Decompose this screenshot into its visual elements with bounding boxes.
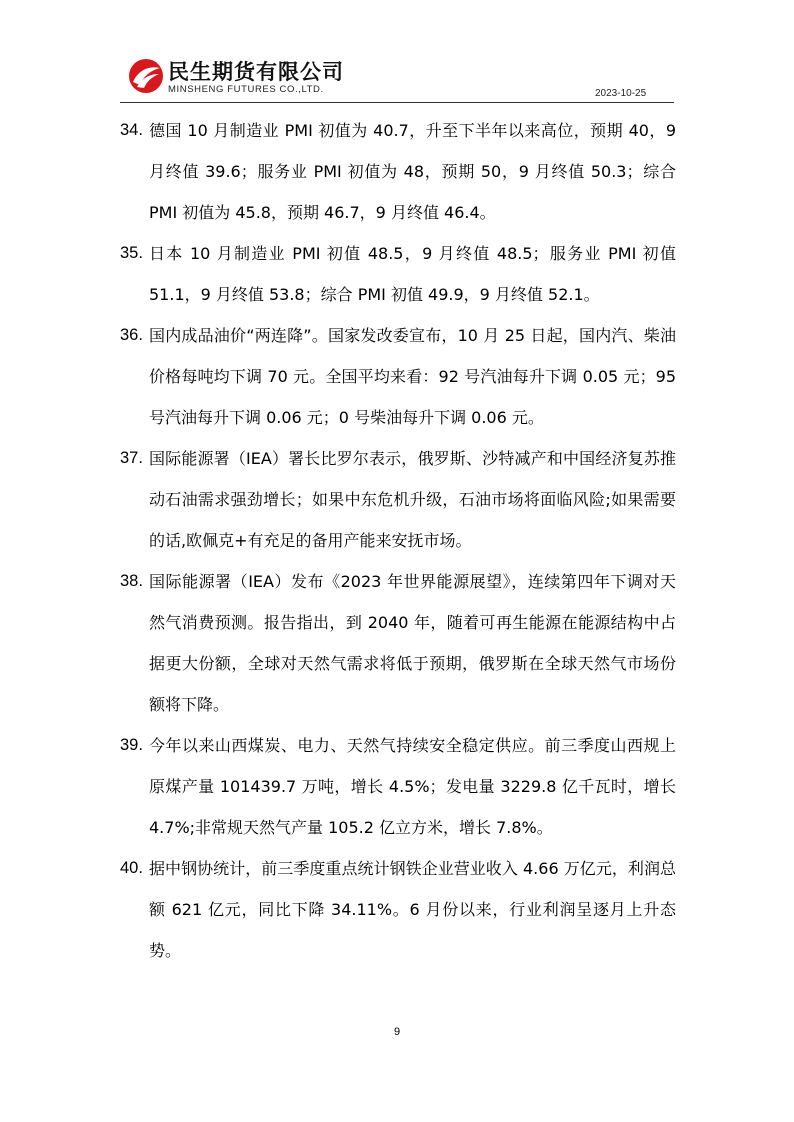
page-header xyxy=(0,0,794,104)
news-item-text: 国内成品油价“两连降”。国家发改委宣布，10 月 25 日起，国内汽、柴油价格每吨均下调 70 元。全国平均来看：92 号汽油每升下调 0.05 元；95 号汽油每升下调 0.06 元；0 号柴油每升下调 0.06 元。 xyxy=(149,326,676,427)
news-item-text: 德国 10 月制造业 PMI 初值为 40.7，升至下半年以来高位，预期 40，9 月终值 39.6；服务业 PMI 初值为 48，预期 50，9 月终值 50.3；综合 PMI 初值为 45.8，预期 46.7，9 月终值 46.4。 xyxy=(149,121,676,222)
news-item-40 xyxy=(120,848,676,971)
news-item-number: 38. xyxy=(120,572,143,590)
company-name-en: MINSHENG FUTURES CO.,LTD. xyxy=(168,84,324,95)
news-item-38 xyxy=(120,561,676,725)
news-item-text: 今年以来山西煤炭、电力、天然气持续安全稳定供应。前三季度山西规上原煤产量 101439.7 万吨，增长 4.5%；发电量 3229.8 亿千瓦时，增长 4.7%;非常规天然气产量 105.2 亿立方米，增长 7.8%。 xyxy=(149,736,676,837)
company-name-cn: 民生期货有限公司 xyxy=(168,60,344,84)
news-item-36 xyxy=(120,315,676,438)
page-number: 9 xyxy=(393,1026,401,1038)
news-item-number: 34. xyxy=(120,121,143,139)
news-item-number: 39. xyxy=(120,736,143,754)
news-item-number: 35. xyxy=(120,244,143,262)
news-item-text: 日本 10 月制造业 PMI 初值 48.5，9 月终值 48.5；服务业 PMI 初值 51.1，9 月终值 53.8；综合 PMI 初值 49.9，9 月终值 52.1。 xyxy=(149,244,676,304)
news-item-number: 36. xyxy=(120,326,143,344)
news-item-39 xyxy=(120,725,676,848)
news-list xyxy=(120,110,676,971)
news-item-number: 40. xyxy=(120,859,143,877)
report-date: 2023-10-25 xyxy=(595,88,647,99)
news-item-35 xyxy=(120,233,676,315)
news-item-text: 据中钢协统计，前三季度重点统计钢铁企业营业收入 4.66 万亿元，利润总额 621 亿元，同比下降 34.11%。6 月份以来，行业利润呈逐月上升态势。 xyxy=(149,859,676,960)
news-item-number: 37. xyxy=(120,449,143,467)
company-logo-icon xyxy=(128,58,164,94)
news-item-text: 国际能源署（IEA）发布《2023 年世界能源展望》，连续第四年下调对天然气消费预测。报告指出，到 2040 年，随着可再生能源在能源结构中占据更大份额，全球对天然气需求将低于预期，俄罗斯在全球天然气市场份额将下降。 xyxy=(149,572,676,714)
news-item-37 xyxy=(120,438,676,561)
news-item-34 xyxy=(120,110,676,233)
news-item-text: 国际能源署（IEA）署长比罗尔表示，俄罗斯、沙特减产和中国经济复苏推动石油需求强劲增长；如果中东危机升级，石油市场将面临风险;如果需要的话,欧佩克+有充足的备用产能来安抚市场。 xyxy=(149,449,676,550)
header-rule xyxy=(120,102,674,103)
